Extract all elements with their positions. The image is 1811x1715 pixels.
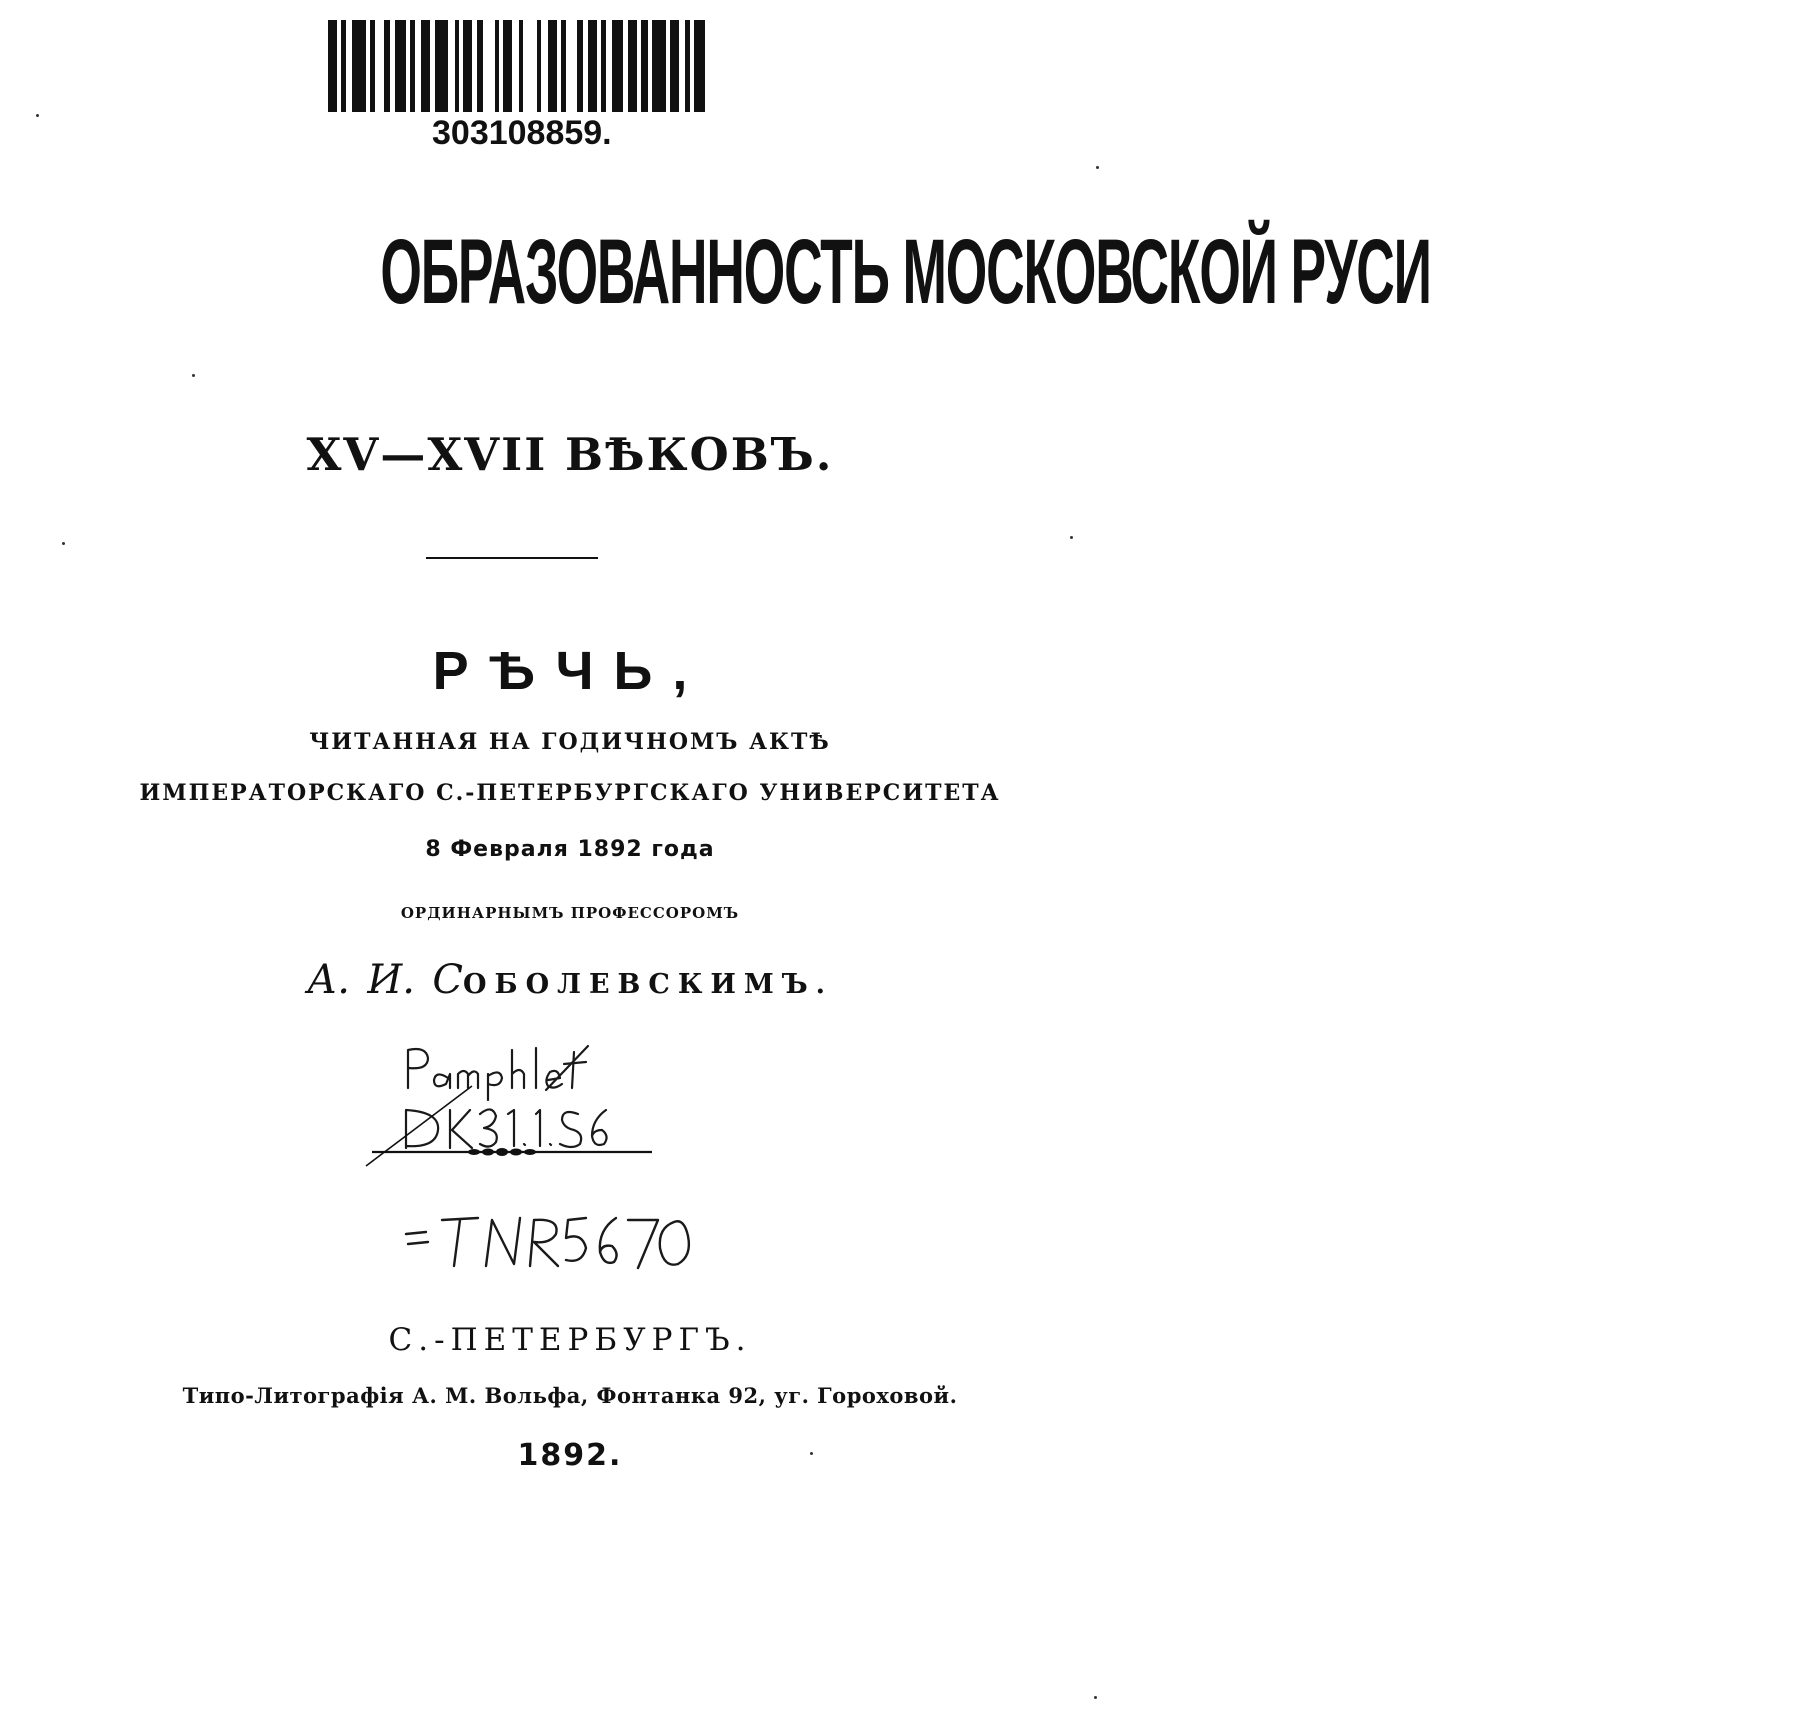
imprint-printer: Типо-Литографія А. М. Вольфа, Фонтанка 92, уг. Гороховой. bbox=[182, 1383, 958, 1408]
barcode-number: 303108859. bbox=[432, 114, 612, 152]
barcode-bar bbox=[477, 20, 484, 112]
barcode-bar bbox=[384, 20, 391, 112]
barcode-bar bbox=[612, 20, 623, 112]
divider-rule bbox=[426, 557, 598, 559]
professor-line: ОРДИНАРНЫМЪ ПРОФЕССОРОМЪ bbox=[400, 904, 740, 922]
barcode-bar bbox=[463, 20, 472, 112]
barcode-gap bbox=[415, 20, 422, 112]
scan-speck bbox=[1094, 1696, 1097, 1699]
barcode-gap bbox=[523, 20, 536, 112]
barcode-gap bbox=[606, 20, 613, 112]
ornamental-rule bbox=[362, 1146, 662, 1166]
handwritten-call-number bbox=[396, 1040, 656, 1160]
speech-heading: РѢЧЬ, bbox=[432, 641, 708, 701]
scan-speck bbox=[192, 374, 195, 377]
imprint-year: 1892. bbox=[517, 1438, 623, 1473]
barcode-bar bbox=[694, 20, 705, 112]
scan-speck bbox=[62, 542, 65, 545]
barcode-gap bbox=[375, 20, 384, 112]
book-subtitle: XV—XVII ВѢКОВЪ. bbox=[306, 428, 834, 481]
barcode-bar bbox=[435, 20, 448, 112]
barcode-bar bbox=[352, 20, 365, 112]
barcode-gap bbox=[448, 20, 455, 112]
book-title-text: ОБРАЗОВАННОСТЬ МОСКОВСКОЙ РУСИ bbox=[380, 221, 1431, 323]
barcode-gap bbox=[566, 20, 577, 112]
barcode-bar bbox=[421, 20, 430, 112]
barcode-bar bbox=[652, 20, 665, 112]
barcode-bar bbox=[577, 20, 584, 112]
barcode-bar bbox=[395, 20, 406, 112]
author-surname: ОБОЛЕВСКИМЪ. bbox=[462, 969, 834, 1000]
scan-speck bbox=[1096, 166, 1099, 169]
scan-speck bbox=[36, 114, 39, 117]
handwritten-tnr-number bbox=[402, 1208, 722, 1278]
read-at-line: ЧИТАННАЯ НА ГОДИЧНОМЪ АКТѢ bbox=[309, 729, 831, 755]
barcode bbox=[328, 20, 706, 112]
barcode-bar bbox=[503, 20, 512, 112]
barcode-gap bbox=[541, 20, 548, 112]
barcode-gap bbox=[483, 20, 494, 112]
barcode-bar bbox=[588, 20, 597, 112]
barcode-bar bbox=[328, 20, 337, 112]
imprint-city: С.-ПЕТЕРБУРГЪ. bbox=[388, 1322, 752, 1358]
barcode-bar bbox=[641, 20, 648, 112]
barcode-gap bbox=[346, 20, 353, 112]
barcode-bar bbox=[670, 20, 679, 112]
author-initial-first: А. bbox=[306, 957, 350, 1003]
author-initial-surname: С bbox=[432, 957, 463, 1003]
barcode-bar bbox=[628, 20, 637, 112]
barcode-gap bbox=[512, 20, 519, 112]
author-line bbox=[0, 957, 1140, 1003]
barcode-bar bbox=[548, 20, 557, 112]
book-title bbox=[0, 221, 1431, 323]
barcode-gap bbox=[679, 20, 686, 112]
scan-speck bbox=[810, 1452, 813, 1455]
university-line: ИМПЕРАТОРСКАГО С.-ПЕТЕРБУРГСКАГО УНИВЕРСИТЕТА bbox=[139, 780, 1001, 806]
scan-speck bbox=[1070, 536, 1073, 539]
author-initial-second: И. bbox=[367, 957, 415, 1003]
date-line: 8 Февраля 1892 года bbox=[425, 837, 715, 862]
